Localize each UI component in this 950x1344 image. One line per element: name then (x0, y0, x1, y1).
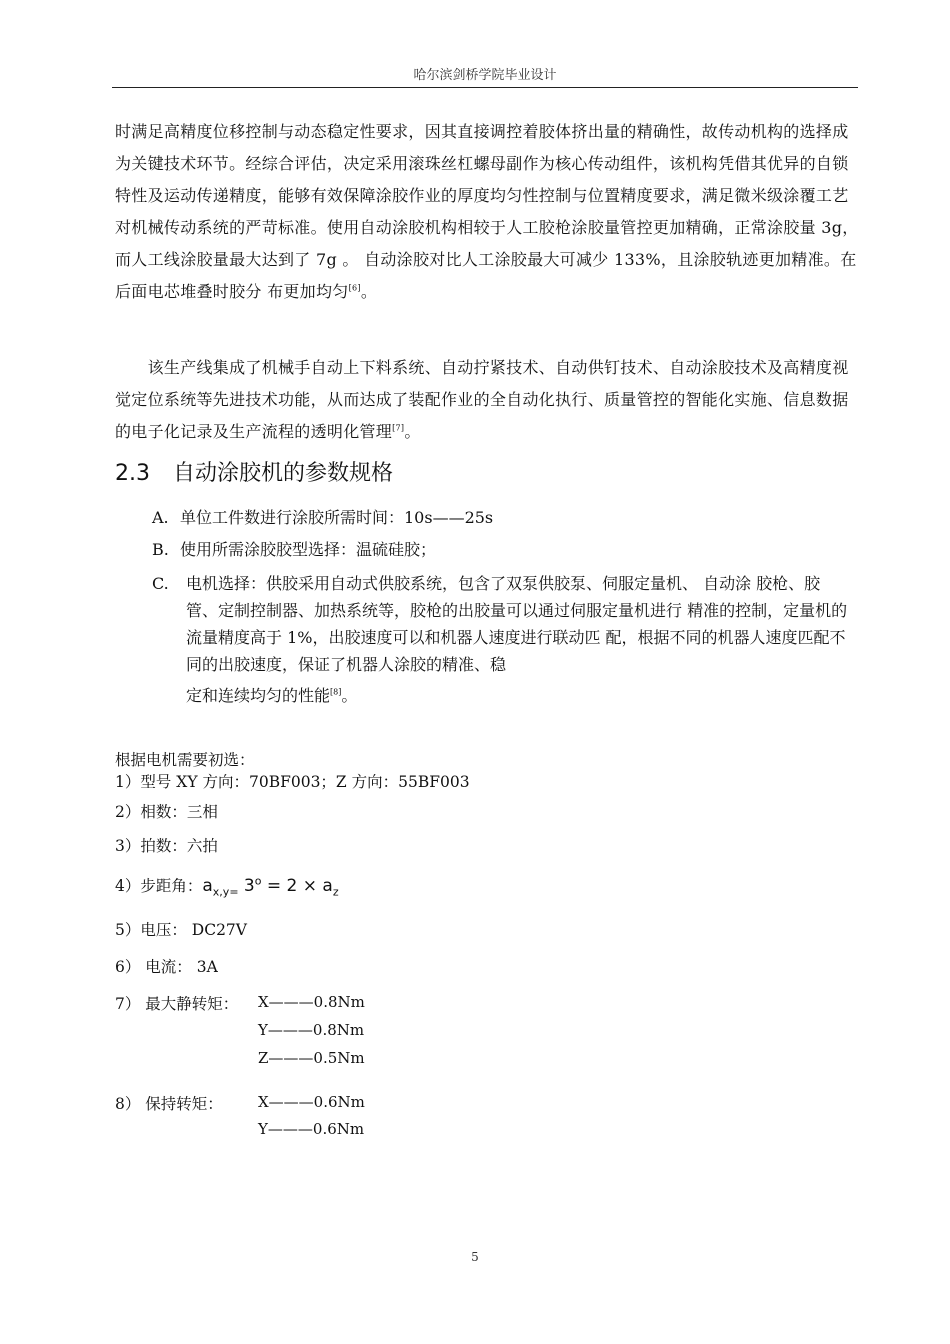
list-text: 单位工件数进行涂胶所需时间：10s——25s (180, 508, 494, 527)
formula-sub-xy: x,y= (212, 885, 239, 899)
paragraph-production-line (115, 352, 860, 448)
list-text-end (186, 682, 852, 709)
citation: [8] (330, 687, 342, 697)
paragraph-transmission (115, 116, 860, 308)
header-rule (112, 87, 858, 88)
list-text-period: 。 (341, 686, 358, 705)
holding-torque-label: 8） 保持转矩： (115, 1095, 223, 1113)
step-angle-label: 4）步距角： (115, 877, 203, 895)
list-text-tail: 定和连续均匀的性能 (186, 686, 331, 705)
page-number: 5 (471, 1250, 479, 1264)
paragraph-end: 。 (360, 282, 378, 301)
citation: [7] (392, 423, 405, 433)
paragraph-text: 时满足高精度位移控制与动态稳定性要求，因其直接调控着胶体挤出量的精确性，故传动机构的选择成为关键技术环节。经综合评估，决定采用滚珠丝杠螺母副作为核心传动组件，该机构凭借其优异的自锁特性及运动传递精度，能够有效保障涂胶作业的厚度均匀性控制与位置精度要求，满足微米级涂覆工艺对机械传动系统的严苛标准。使用自动涂胶机构相较于人工胶枪涂胶量管控更加精确，正常涂胶量 3g，而人工线涂胶量最大达到了 7g 。 自动涂胶对比人工涂胶最大可减少 133%，且涂胶轨迹更加精准。在后面电芯堆叠时胶分 布更加均匀 (115, 122, 859, 301)
motor-intro: 根据电机需要初选： (115, 751, 255, 769)
formula-a: a (202, 876, 213, 896)
list-item-b (152, 536, 436, 563)
section-heading (115, 456, 393, 487)
motor-voltage: 5）电压： DC27V (115, 921, 247, 939)
paragraph-text: 该生产线集成了机械手自动上下料系统、自动拧紧技术、自动供钉技术、自动涂胶技术及高精度视觉定位系统等先进技术功能，从而达成了装配作业的全自动化执行、质量管控的智能化实施、信息数据的电子化记录及生产流程的透明化管理 (115, 358, 849, 441)
max-torque-y: Y———0.8Nm (258, 1021, 365, 1039)
motor-phases: 2）相数：三相 (115, 803, 218, 821)
section-number: 2.3 (115, 461, 150, 486)
page-header: 哈尔滨剑桥学院毕业设计 (413, 68, 557, 83)
formula-value: 3 (238, 876, 255, 896)
formula-sub-z: z (332, 885, 339, 899)
paragraph-end: 。 (404, 422, 421, 441)
max-torque-x: X———0.8Nm (258, 993, 365, 1011)
list-text: 使用所需涂胶胶型选择：温硫硅胶； (180, 540, 437, 559)
citation: [6] (348, 283, 361, 293)
holding-torque-x: X———0.6Nm (258, 1093, 365, 1111)
step-angle-formula (202, 874, 339, 899)
list-text: 电机选择：供胶采用自动式供胶系统，包含了双泵供胶泵、伺服定量机、 自动涂 胶枪、胶管、定制控制器、加热系统等，胶枪的出胶量可以通过伺服定量机进行 精准的控制，定量机的流量精度高于 1%，出胶速度可以和机器人速度进行联动匹 配，根据不同的机器人速度匹配不同的出胶速度，保证了机器人涂胶的精准、稳 (186, 574, 848, 674)
list-marker: C. (152, 574, 169, 593)
motor-beats: 3）拍数：六拍 (115, 837, 218, 855)
section-title: 自动涂胶机的参数规格 (173, 461, 394, 486)
holding-torque-y: Y———0.6Nm (258, 1120, 365, 1138)
motor-step-angle (115, 874, 339, 898)
list-item-c (152, 570, 852, 709)
formula-degree: o (254, 874, 262, 888)
max-torque-z: Z———0.5Nm (258, 1049, 365, 1067)
motor-model: 1）型号 XY 方向：70BF003；Z 方向：55BF003 (115, 773, 470, 791)
list-marker: A. (152, 508, 169, 527)
motor-current: 6） 电流： 3A (115, 958, 218, 976)
list-marker: B. (152, 540, 169, 559)
max-static-torque-label: 7） 最大静转矩： (115, 995, 239, 1013)
list-item-a (152, 504, 493, 531)
formula-rest: = 2 × a (261, 876, 333, 896)
